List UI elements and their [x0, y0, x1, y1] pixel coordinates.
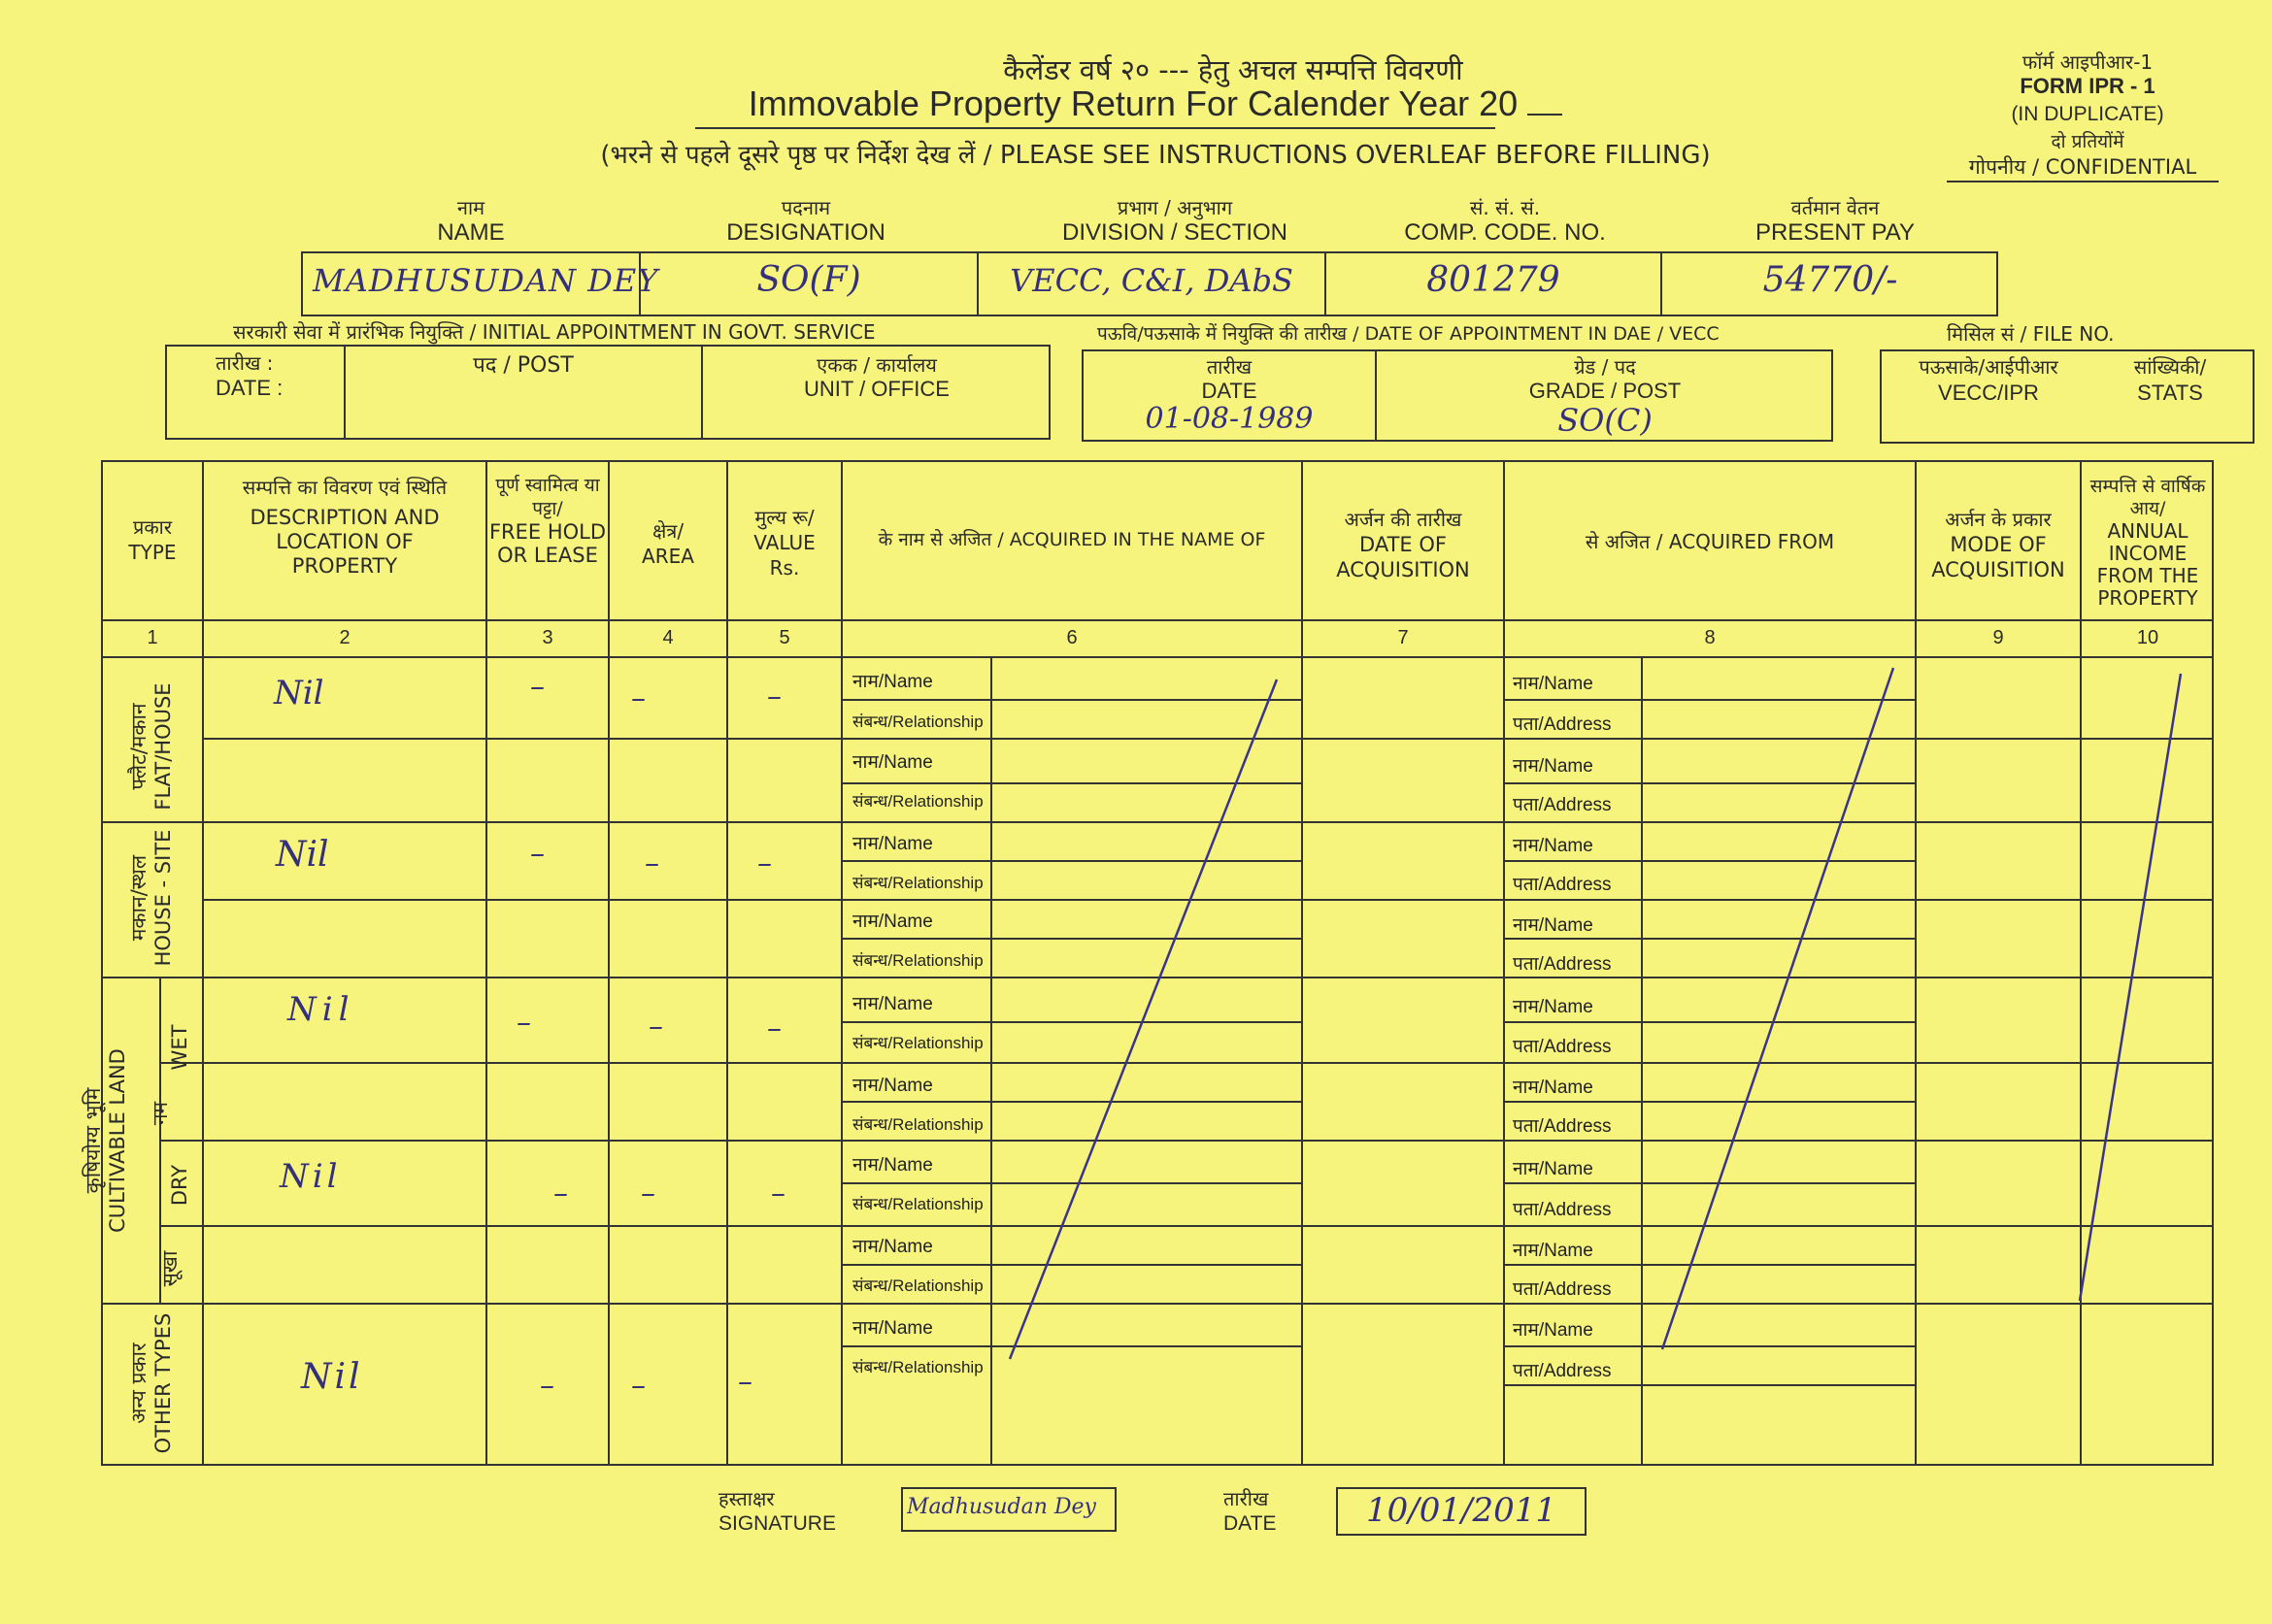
acquired-from-header: से अजित / ACQUIRED FROM: [1585, 530, 1835, 553]
col-num-6: 6: [1066, 627, 1078, 648]
col-num-10: 10: [2136, 627, 2159, 648]
dry-dash-3: –: [553, 1177, 568, 1210]
wet-hi-label: नम: [149, 1101, 172, 1126]
init-date-hi: तारीख :: [216, 351, 274, 375]
acquired-name-header: के नाम से अजित / ACQUIRED IN THE NAME OF: [878, 529, 1266, 550]
other-dash-4: –: [631, 1369, 646, 1403]
instruction-line: (भरने से पहले दूसरे पृष्ठ पर निर्देश देख लें / PLEASE SEE INSTRUCTIONS OVERLEAF BEFORE FILLING): [600, 141, 1711, 170]
name-label: NAME: [437, 219, 505, 246]
dry2-addr-label: पता/Address: [1513, 1279, 1612, 1300]
wet1-rel-label: संबन्ध/Relationship: [852, 1034, 984, 1052]
designation-value: SO(F): [756, 260, 861, 300]
wet1-addr-label: पता/Address: [1513, 1037, 1612, 1057]
income-header-en: ANNUAL INCOME FROM THE PROPERTY: [2096, 519, 2199, 610]
pay-label-hi: वर्तमान वेतन: [1790, 196, 1880, 219]
stats-en: STATS: [2137, 381, 2203, 405]
free-header-hi: पूर्ण स्वामित्व या पट्टा/: [495, 475, 600, 519]
value-header-en: VALUE: [753, 531, 816, 554]
grade-hi: ग्रेड / पद: [1574, 355, 1636, 379]
col-num-4: 4: [662, 627, 674, 648]
name-value: MADHUSUDAN DEY: [313, 262, 659, 299]
site2-rel-label: संबन्ध/Relationship: [852, 951, 984, 970]
house-site-en: HOUSE - SITE: [151, 829, 175, 967]
house-site-hi: मकान/स्थल: [127, 854, 150, 942]
file-no-label: मिसिल सं / FILE NO.: [1947, 322, 2115, 346]
footer-date-value: 10/01/2011: [1366, 1491, 1556, 1530]
dry2-from-name-label: नाम/Name: [1513, 1241, 1593, 1261]
init-date-en: DATE :: [216, 376, 284, 400]
dry-dash-5: –: [771, 1177, 785, 1210]
income-header-hi: सम्पत्ति से वार्षिक आय/: [2089, 476, 2206, 519]
mode-header-hi: अर्जन के प्रकार: [1945, 508, 2052, 531]
dry-hi-label: सूखा: [158, 1250, 182, 1287]
flat1-from-name-label: नाम/Name: [1513, 674, 1593, 694]
site2-name-label: नाम/Name: [852, 911, 933, 932]
value-header-rs: Rs.: [769, 556, 800, 580]
division-label-hi: प्रभाग / अनुभाग: [1117, 196, 1233, 219]
strike-acquired-name: [1010, 679, 1277, 1359]
footer-date-label: DATE: [1223, 1512, 1277, 1535]
init-post: पद / POST: [473, 353, 574, 378]
wet1-name-label: नाम/Name: [852, 994, 933, 1014]
site2-from-name-label: नाम/Name: [1513, 915, 1593, 936]
area-header-hi: क्षेत्र/: [652, 519, 685, 543]
site2-addr-label: पता/Address: [1513, 954, 1612, 975]
desc-header-en: DESCRIPTION AND LOCATION OF PROPERTY: [250, 506, 440, 578]
pay-value: 54770/-: [1762, 260, 1898, 300]
type-header-hi: प्रकार: [132, 515, 173, 539]
signature-label-hi: हस्ताक्षर: [718, 1487, 775, 1510]
name-label-hi: नाम: [456, 196, 485, 219]
code-label-hi: सं. सं. सं.: [1469, 196, 1541, 219]
flat2-addr-label: पता/Address: [1513, 795, 1612, 815]
other-types-hi: अन्य प्रकार: [127, 1342, 150, 1424]
col-num-3: 3: [542, 627, 553, 648]
dry1-from-name-label: नाम/Name: [1513, 1159, 1593, 1179]
wet2-name-label: नाम/Name: [852, 1076, 933, 1096]
wet-dash-5: –: [767, 1011, 782, 1045]
form-code-hindi: फॉर्म आइपीआर-1: [2021, 50, 2154, 74]
designation-label: DESIGNATION: [726, 219, 885, 246]
code-label: COMP. CODE. NO.: [1404, 219, 1606, 246]
dry-nil: Nil: [280, 1157, 342, 1196]
doa-header-hi: अर्जन की तारीख: [1344, 508, 1462, 531]
dae-appointment-label: पऊवि/पऊसाके में नियुक्ति की तारीख / DATE OF APPOINTMENT IN DAE / VECC: [1097, 323, 1720, 345]
col-num-9: 9: [1992, 627, 2004, 648]
flat-nil: Nil: [274, 674, 324, 713]
division-label: DIVISION / SECTION: [1061, 219, 1288, 246]
col-num-2: 2: [339, 627, 351, 648]
wet2-from-name-label: नाम/Name: [1513, 1077, 1593, 1098]
flat-dash-5: –: [767, 679, 782, 713]
init-unit-hi: एकक / कार्यालय: [817, 353, 937, 377]
strike-acquired-from: [1662, 668, 1893, 1349]
dry2-name-label: नाम/Name: [852, 1237, 933, 1257]
col-num-1: 1: [147, 627, 158, 648]
dry-label: DRY: [168, 1164, 191, 1207]
other-dash-5: –: [738, 1365, 752, 1399]
flat1-addr-label: पता/Address: [1513, 714, 1612, 735]
site-dash-4: –: [645, 846, 659, 880]
other-dash-3: –: [540, 1369, 554, 1403]
site1-addr-label: पता/Address: [1513, 875, 1612, 895]
vecc-ipr-hi: पऊसाके/आईपीआर: [1919, 355, 2058, 379]
code-value: 801279: [1426, 260, 1560, 300]
site-dash-3: –: [530, 837, 545, 871]
dae-date-value: 01-08-1989: [1145, 402, 1314, 436]
wet2-rel-label: संबन्ध/Relationship: [852, 1115, 984, 1134]
other-addr-label: पता/Address: [1513, 1361, 1612, 1381]
flat2-name-label: नाम/Name: [852, 752, 933, 773]
cultivable-land-en: CULTIVABLE LAND: [106, 1048, 129, 1233]
type-header-en: TYPE: [128, 541, 177, 564]
confidential-label: गोपनीय / CONFIDENTIAL: [1947, 153, 2219, 182]
year-prefix: 20: [1479, 83, 1519, 123]
in-duplicate-hindi: दो प्रतियोंमें: [2051, 131, 2124, 152]
form-title-text: Immovable Property Return For Calender Year: [748, 83, 1470, 123]
signature-value: Madhusudan Dey: [907, 1495, 1096, 1519]
site-dash-5: –: [757, 846, 772, 880]
wet-label: WET: [168, 1024, 191, 1071]
grade-en: GRADE / POST: [1528, 379, 1682, 403]
flat-dash-3: –: [530, 670, 545, 704]
flat1-name-label: नाम/Name: [852, 672, 933, 692]
in-duplicate: (IN DUPLICATE): [2011, 103, 2164, 125]
flat2-rel-label: संबन्ध/Relationship: [852, 792, 984, 811]
dry1-addr-label: पता/Address: [1513, 1200, 1612, 1220]
free-header-en: FREE HOLD OR LEASE: [488, 520, 607, 567]
site1-rel-label: संबन्ध/Relationship: [852, 874, 984, 892]
vecc-ipr-en: VECC/IPR: [1938, 381, 2039, 405]
site1-from-name-label: नाम/Name: [1513, 836, 1593, 856]
designation-label-hi: पदनाम: [781, 196, 831, 219]
dae-date-en: DATE: [1201, 379, 1257, 403]
other-from-name-label: नाम/Name: [1513, 1320, 1593, 1341]
col-num-5: 5: [779, 627, 790, 648]
wet1-from-name-label: नाम/Name: [1513, 997, 1593, 1017]
flat-dash-4: –: [631, 681, 646, 715]
division-value: VECC, C&I, DAbS: [1010, 262, 1293, 299]
col-num-7: 7: [1397, 627, 1409, 648]
pay-label: PRESENT PAY: [1754, 219, 1916, 246]
dae-date-hi: तारीख: [1206, 355, 1253, 379]
other-name-label: नाम/Name: [852, 1318, 933, 1339]
footer-date-hi: तारीख: [1223, 1487, 1269, 1510]
site-nil: Nil: [276, 835, 329, 875]
form-code: FORM IPR - 1: [2020, 74, 2155, 98]
init-unit-en: UNIT / OFFICE: [804, 377, 950, 401]
other-nil: Nil: [301, 1357, 363, 1397]
flat1-rel-label: संबन्ध/Relationship: [852, 713, 984, 731]
wet-dash-4: –: [649, 1010, 663, 1044]
dry2-rel-label: संबन्ध/Relationship: [852, 1276, 984, 1295]
col-num-8: 8: [1704, 627, 1716, 648]
initial-appointment-label: सरकारी सेवा में प्रारंभिक नियुक्ति / INITIAL APPOINTMENT IN GOVT. SERVICE: [233, 320, 876, 344]
signature-label: SIGNATURE: [718, 1512, 836, 1535]
flat-house-en: FLAT/HOUSE: [151, 682, 175, 811]
desc-header-hi: सम्पत्ति का विवरण एवं स्थिति: [242, 476, 448, 499]
value-header-hi: मुल्य रू/: [754, 506, 815, 529]
flat2-from-name-label: नाम/Name: [1513, 756, 1593, 777]
area-header-en: AREA: [642, 545, 694, 568]
dry1-rel-label: संबन्ध/Relationship: [852, 1195, 984, 1213]
wet-dash-3: –: [517, 1006, 531, 1040]
other-rel-label: संबन्ध/Relationship: [852, 1358, 984, 1376]
grade-value: SO(C): [1557, 402, 1653, 439]
title-hindi: कैलेंडर वर्ष २० --- हेतु अचल सम्पत्ति विवरणी: [1003, 53, 1463, 86]
site1-name-label: नाम/Name: [852, 834, 933, 854]
cultivable-land-hi: कृषियोग्य भूमि: [82, 1087, 105, 1194]
wet-nil: Nil: [287, 990, 355, 1029]
other-types-en: OTHER TYPES: [151, 1312, 175, 1454]
mode-header-en: MODE OF ACQUISITION: [1931, 533, 2065, 581]
doa-header-en: DATE OF ACQUISITION: [1336, 533, 1470, 581]
wet2-addr-label: पता/Address: [1513, 1116, 1612, 1137]
dry-dash-4: –: [641, 1177, 655, 1210]
flat-house-hi: फ्लैट/मकान: [127, 703, 150, 790]
stats-hi: सांख्यिकी/: [2133, 355, 2207, 379]
strike-income: [2080, 674, 2181, 1301]
dry1-name-label: नाम/Name: [852, 1155, 933, 1176]
